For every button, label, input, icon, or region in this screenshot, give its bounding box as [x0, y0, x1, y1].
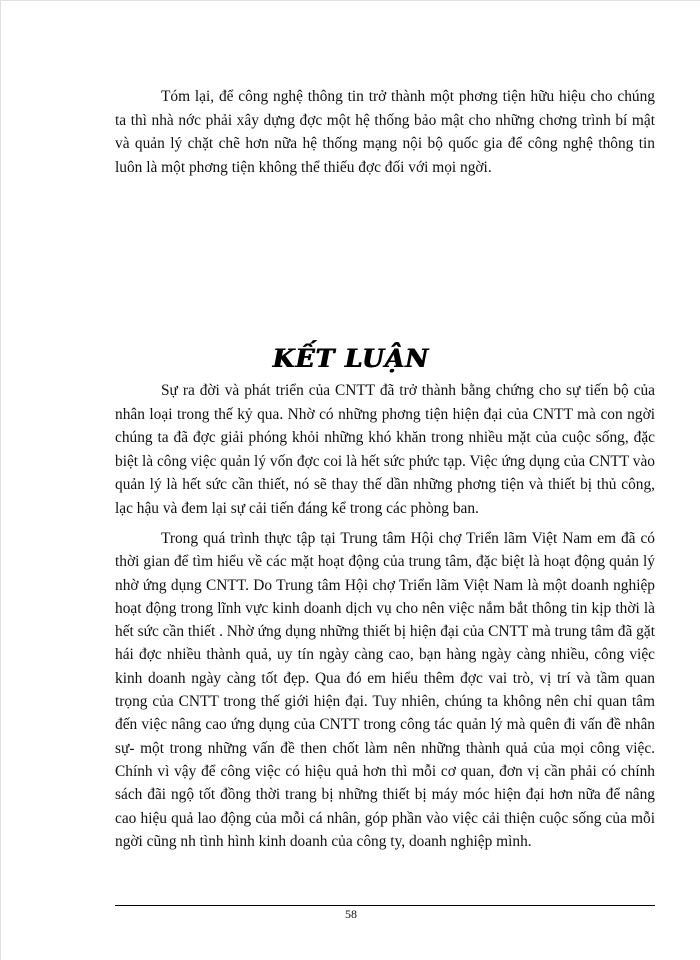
intro-paragraph: Tóm lại, để công nghệ thông tin trở thành một phơng tiện hữu hiệu cho chúng ta thì nhà nớc phải xây dựng đợc một hệ thống bảo mật cho những chơng trình bí mật và quản lý chặt chẽ hơn nữa hệ thống mạng nội bộ quốc gia để công nghệ thông tin luôn là một phơng tiện không thể thiếu đợc đối với mọi ngời.	[115, 88, 655, 176]
section-heading: KẾT LUẬN	[272, 344, 430, 373]
conclusion-paragraph-2: Trong quá trình thực tập tại Trung tâm Hội chợ Triển lãm Việt Nam em đã có thời gian để tìm hiểu về các mặt hoạt động của trung tâm, đặc biệt là hoạt động quản lý nhờ ứng dụng CNTT. Do Trung tâm Hội chợ Triển lãm Việt Nam là một doanh nghiệp hoạt động trong lĩnh vực kinh doanh dịch vụ cho nên việc nắm bắt thông tin kịp thời là hết sức cần thiết . Nhờ ứng dụng những thiết bị hiện đại của CNTT mà trung tâm đã gặt hái đợc nhiều thành quả, uy tín ngày càng cao, bạn hàng ngày càng nhiều, công việc kinh doanh ngày càng tốt đẹp. Qua đó em hiểu thêm đợc vai trò, vị trí và tầm quan trọng của CNTT trong thế giới hiện đại. Tuy nhiên, chúng ta không nên chỉ quan tâm đến việc nâng cao ứng dụng của CNTT trong công tác quản lý mà quên đi vấn đề nhân sự- một trong những vấn đề then chốt làm nên những thành quả của mọi công việc. Chính vì vậy để công việc có hiệu quả hơn thì mỗi cơ quan, đơn vị cần phải có chính sách đãi ngộ tốt đồng thời trang bị những thiết bị máy móc hiện đại hơn nữa để nâng cao hiệu quả lao động của mỗi cá nhân, góp phần vào việc cải thiện cuộc sống của mỗi ngời cũng nh tình hình kinh doanh của công ty, doanh nghiệp mình.	[115, 530, 655, 850]
page-number: 58	[345, 907, 357, 921]
conclusion-paragraph-1: Sự ra đời và phát triển của CNTT đã trở thành bằng chứng cho sự tiến bộ của nhân loại trong thế kỷ qua. Nhờ có những phơng tiện hiện đại của CNTT mà con ngời chúng ta đã đợc giải phóng khỏi những khó khăn trong nhiều mặt của cuộc sống, đặc biệt là công việc quản lý vốn đợc coi là hết sức phức tạp. Việc ứng dụng của CNTT vào quản lý là hết sức cần thiết, nó sẽ thay thế dần những phơng tiện và thiết bị thủ công, lạc hậu và đem lại sự cải tiến đáng kể trong các phòng ban.	[115, 382, 655, 517]
